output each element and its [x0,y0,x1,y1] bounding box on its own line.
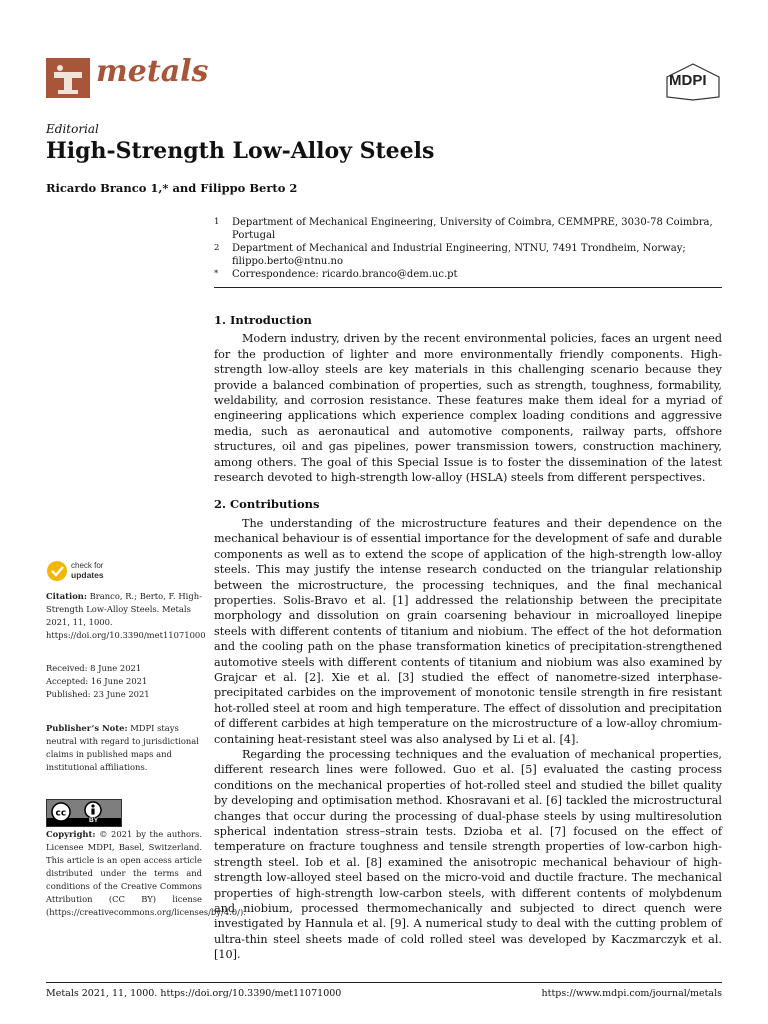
dates-block: Received: 8 June 2021 Accepted: 16 June 2021 Published: 23 June 2021 [46,663,150,699]
author-list: Ricardo Branco 1,* and Filippo Berto 2 [46,181,298,195]
svg-text:cc: cc [55,808,67,819]
copyright-block: Copyright: © 2021 by the authors. Licensee MDPI, Basel, Switzerland. This article is an open access article distributed under the terms and conditions of the Creative Commons Attribution (CC BY) license (https://creativecommons.org/licenses/by/4.0/). [46,829,246,917]
footer-journal-link[interactable]: https://www.mdpi.com/journal/metals [541,988,722,999]
updates-top: check for [71,561,104,570]
cc-by-label: BY [89,817,99,824]
affiliation-item: * Correspondence: ricardo.branco@dem.uc.pt [214,269,458,280]
footer-citation: Metals 2021, 11, 1000. https://doi.org/10.3390/met11071000 [46,988,342,999]
paragraph: Modern industry, driven by the recent environmental policies, faces an urgent need for the production of lighter and more environmentally friendly components. High-strength low-alloy steels are key materials in this challenging scenario because they provide a balanced combination of properties, such as strength, toughness, formability, weldability, and corrosion resistance. These features make them ideal for a myriad of engineering applications which experience complex loading conditions and aggressive media, such as aeronautical and automotive components, railway parts, offshore structures, oil and gas pipelines, power transmission towers, construction machinery, among others. The goal of this Special Issue is to foster the dissemination of the latest research devoted to high-strength low-alloy (HSLA) steels from different perspectives. [214,332,722,485]
journal-name: metals [96,54,209,89]
cc-by-license-icon[interactable] [46,799,122,827]
section-heading: 2. Contributions [214,497,320,512]
article-type: Editorial [46,122,99,136]
check-updates-icon [46,560,68,582]
affiliation-item: 1 Department of Mechanical Engineering, University of Coimbra, CEMMPRE, 3030-78 Coimbra, Portugal [214,217,713,241]
affiliations [214,216,724,281]
publisher-note: Publisher’s Note: MDPI stays neutral with regard to jurisdictional claims in published maps and institutional affiliations. [46,723,199,772]
journal-logo-icon [46,58,90,98]
mdpi-logo-icon [663,62,723,102]
section-heading: 1. Introduction [214,313,312,327]
page-title: High-Strength Low-Alloy Steels [46,138,435,164]
mdpi-logo-text: MDPI [669,72,707,89]
paragraph: The understanding of the microstructure features and their dependence on the mechanical behaviour is of essential importance for the development of safe and durable components as well as to extend the scope of application of the high-strength low-alloy steels. This may justify the intense research conducted on the triangular relationship between the microstructure, the processing techniques, and the final mechanical properties. Solis-Bravo et al. [1] addressed the relationship between the precipitate morphology and dissolution on grain coarsening behaviour in microalloyed linepipe steels with different contents of titanium and niobium. The effect of the hot deformation and the cooling path on the phase transformation kinetics of precipitation-strengthened automotive steels with different contents of titanium and niobium was also examined by Grajcar et al. [2]. Xie et al. [3] studied the effect of nanometre-sized interphase-precipitated carbides on the improvement of monotonic tensile strength in fire resistant hot-rolled steel at room and high temperature. The effect of dissolution and precipitation of different carbides at high temperature on the microstructure of a low-alloy chromium-containing heat-resistant steel was also analysed by Li et al. [4]. [214,516,722,746]
affiliation-item: 2 Department of Mechanical and Industrial Engineering, NTNU, 7491 Trondheim, Norway; filippo.berto@ntnu.no [214,243,686,267]
footer-divider [46,982,722,983]
updates-bottom: updates [71,570,104,580]
main-body [214,313,722,963]
citation-block: Citation: Branco, R.; Berto, F. High-Strength Low-Alloy Steels. Metals 2021, 11, 1000. https://doi.org/10.3390/met11071000 [46,591,206,640]
paragraph: Regarding the processing techniques and the evaluation of mechanical properties, different research lines were followed. Guo et al. [5] evaluated the casting process conditions on the mechanical properties of hot-rolled steel and studied the billet quality by developing and optimisation method. Khosravani et al. [6] tackled the microstructural changes that occur during the processing of dual-phase steels by using multiresolution spherical indentation stress–strain tests. Dzioba et al. [7] focused on the effect of temperature on fracture toughness and tensile strength properties of low-carbon high-strength steel. Iob et al. [8] examined the anisotropic mechanical behaviour of high-strength low-alloyed steel based on the micro-void and ductile fracture. The mechanical properties of high-strength low-carbon steels, with different contents of molybdenum and niobium, processed thermomechanically and subjected to direct quench were investigated by Hannula et al. [9]. A numerical study to deal with the cutting problem of ultra-thin steel sheets made of cold rolled steel was developed by Kaczmarczyk et al. [10]. [214,747,722,962]
check-for-updates-button[interactable] [46,560,104,586]
section-divider [214,287,722,288]
